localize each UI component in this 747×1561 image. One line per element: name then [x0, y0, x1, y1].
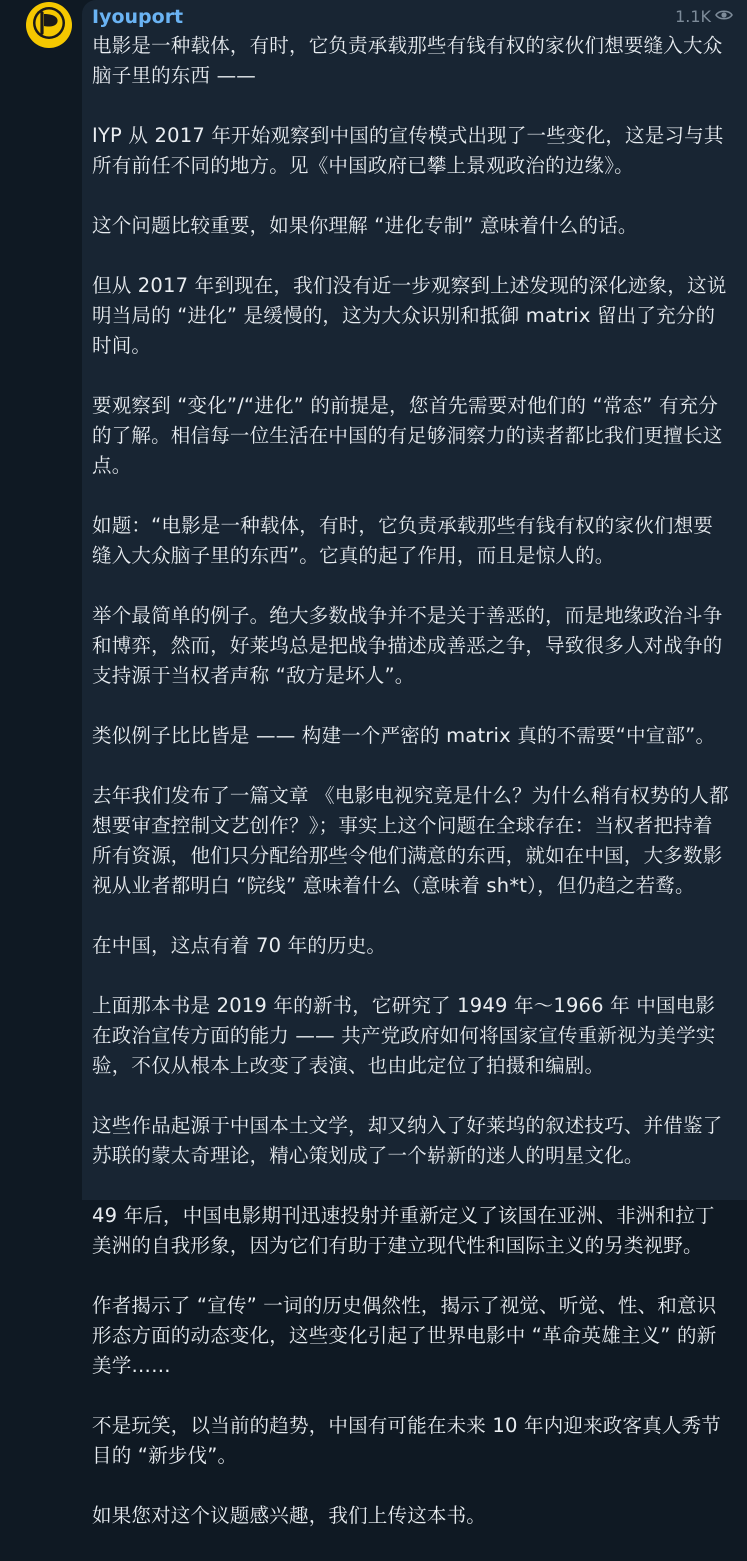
message-text [92, 31, 732, 1561]
message-paragraph: 如果您对这个议题感兴趣，我们上传这本书。 [92, 1504, 487, 1527]
message-paragraph: 如题：“电影是一种载体，有时，它负责承载那些有钱有权的家伙们想要缝入大众脑子里的东西”。它真的起了作用，而且是惊人的。 [92, 514, 714, 567]
view-count-label: 1.1K [675, 7, 711, 26]
pirate-flag-icon [32, 6, 66, 44]
channel-avatar[interactable] [26, 2, 72, 48]
eye-icon [715, 7, 733, 26]
message-paragraph: 电影是一种载体，有时，它负责承载那些有钱有权的家伙们想要缝入大众脑子里的东西 —— [92, 34, 723, 87]
message-paragraph: 这些作品起源于中国本土文学，却又纳入了好莱坞的叙述技巧、并借鉴了苏联的蒙太奇理论，精心策划成了一个崭新的迷人的明星文化。 [92, 1114, 723, 1167]
message-paragraph: 举个最简单的例子。绝大多数战争并不是关于善恶的，而是地缘政治斗争和博弈，然而，好莱坞总是把战争描述成善恶之争，导致很多人对战争的支持源于当权者声称 “敌方是坏人”。 [92, 604, 723, 687]
message-paragraph: 类似例子比比皆是 —— 构建一个严密的 matrix 真的不需要“中宣部”。 [92, 724, 716, 747]
view-count [675, 7, 733, 26]
message-paragraph: 但从 2017 年到现在，我们没有近一步观察到上述发现的深化迹象，这说明当局的 “进化” 是缓慢的，这为大众识别和抵御 matrix 留出了充分的时间。 [92, 274, 727, 357]
message-paragraph: 作者揭示了 “宣传” 一词的历史偶然性，揭示了视觉、听觉、性、和意识形态方面的动态变化，这些变化引起了世界电影中 “革命英雄主义” 的新美学…… [92, 1294, 717, 1377]
message-paragraph: 在中国，这点有着 70 年的历史。 [92, 934, 387, 957]
message-paragraph: 上面那本书是 2019 年的新书，它研究了 1949 年～1966 年 中国电影在政治宣传方面的能力 —— 共产党政府如何将国家宣传重新视为美学实验，不仅从根本上改变了表演、也由此定位了拍摄和编剧。 [92, 994, 716, 1077]
message-paragraph: 去年我们发布了一篇文章 《电影电视究竟是什么？为什么稍有权势的人都想要审查控制文艺创作？》；事实上这个问题在全球存在：当权者把持着所有资源，他们只分配给那些令他们满意的东西，就如在中国，大多数影视从业者都明白 “院线” 意味着什么（意味着 sh*t），但仍趋之若鹜。 [92, 784, 729, 897]
message-bubble [82, 0, 747, 1527]
channel-name[interactable]: Iyouport [92, 6, 184, 28]
message-paragraph: 这个问题比较重要，如果你理解 “进化专制” 意味着什么的话。 [92, 214, 638, 237]
message-paragraph: IYP 从 2017 年开始观察到中国的宣传模式出现了一些变化，这是习与其所有前任不同的地方。见《中国政府已攀上景观政治的边缘》。 [92, 124, 724, 177]
message-paragraph: 要观察到 “变化”/“进化” 的前提是，您首先需要对他们的 “常态” 有充分的了解。相信每一位生活在中国的有足够洞察力的读者都比我们更擅长这点。 [92, 394, 723, 477]
left-rail [0, 0, 82, 1200]
message-paragraph: 49 年后，中国电影期刊迅速投射并重新定义了该国在亚洲、非洲和拉丁美洲的自我形象，因为它们有助于建立现代性和国际主义的另类视野。 [92, 1204, 715, 1257]
message-paragraph: 不是玩笑，以当前的趋势，中国有可能在未来 10 年内迎来政客真人秀节目的 “新步伐”。 [92, 1414, 722, 1467]
